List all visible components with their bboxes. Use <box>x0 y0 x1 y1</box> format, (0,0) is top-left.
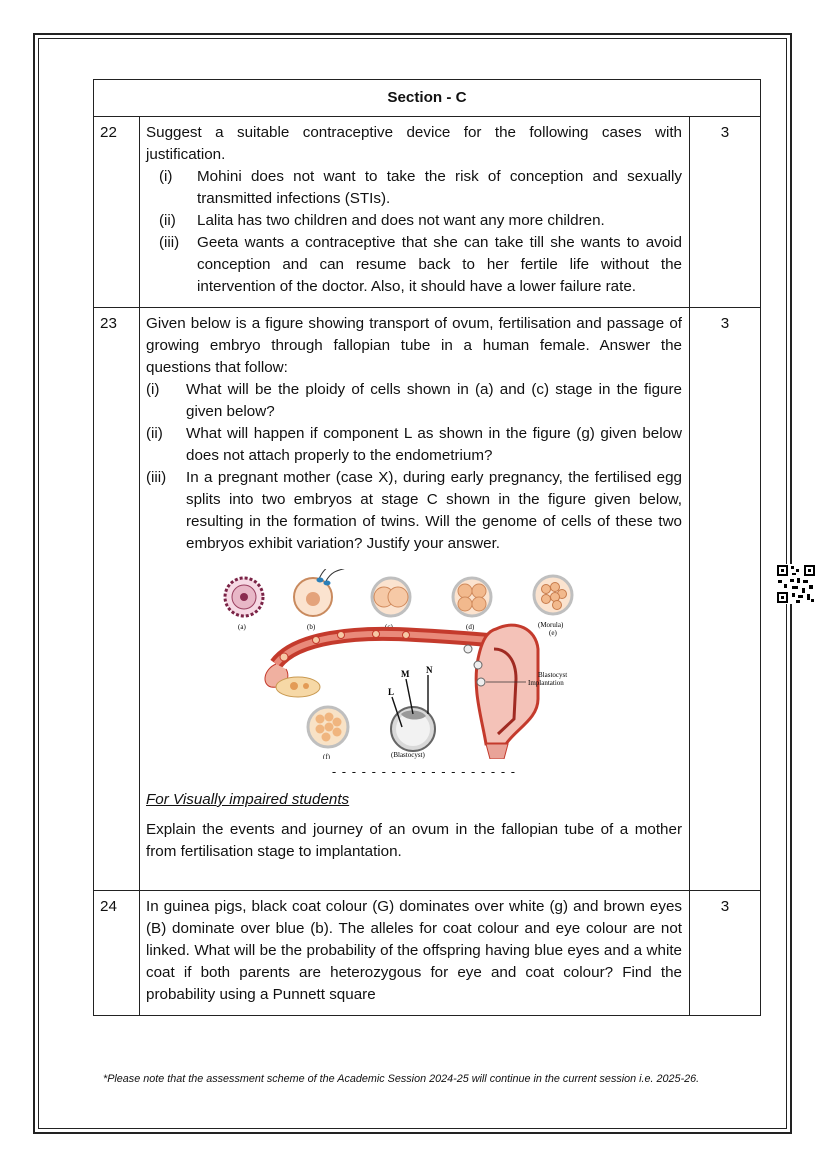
visually-impaired-question: Explain the events and journey of an ovum in the fallopian tube of a mother from fertilisation stage to implantation. <box>146 821 682 860</box>
label-M: M <box>401 669 410 679</box>
two-cell-stage-c <box>372 578 410 616</box>
question-body <box>140 117 690 308</box>
sub-question <box>146 166 682 210</box>
label-c: (c) <box>385 623 393 631</box>
sub-question <box>146 423 682 467</box>
question-marks: 3 <box>690 117 761 308</box>
divider: - - - - - - - - - - - - - - - - - - - <box>331 764 517 779</box>
sub-question-label: (i) <box>159 168 173 185</box>
sub-question-text: Lalita has two children and does not want any more children. <box>197 212 605 229</box>
label-N: N <box>426 665 433 675</box>
sub-question-label: (iii) <box>146 469 167 486</box>
visually-impaired-heading: For Visually impaired students <box>146 791 350 808</box>
morula-stage-e <box>534 576 572 614</box>
question-marks: 3 <box>690 891 761 1016</box>
label-blastocyst: (Blastocyst) <box>391 751 425 759</box>
sub-question-label: (i) <box>146 381 160 398</box>
question-stem: Suggest a suitable contraceptive device for the following cases with justification. <box>146 124 682 163</box>
label-e: (e) <box>549 629 557 637</box>
question-body <box>140 308 690 891</box>
sub-question <box>146 232 682 298</box>
label-blastocyst-implantation-1: Blastocyst <box>538 671 568 679</box>
label-b: (b) <box>307 623 316 631</box>
questions-table <box>93 79 761 1016</box>
section-title: Section - C <box>94 80 761 117</box>
sub-question <box>146 210 682 232</box>
label-a: (a) <box>238 623 246 631</box>
label-morula: (Morula) <box>538 621 564 629</box>
ovum-stage-a <box>225 578 263 616</box>
question-row-22 <box>94 117 761 308</box>
sub-question <box>146 379 682 423</box>
question-marks: 3 <box>690 308 761 891</box>
fertilisation-stage-b <box>294 569 354 616</box>
sub-question-text: What will happen if component L as shown in the figure (g) given below does not attach properly to the endometrium? <box>186 425 682 464</box>
sub-question-text: What will be the ploidy of cells shown in (a) and (c) stage in the figure given below? <box>186 381 682 420</box>
sub-question-label: (iii) <box>159 234 180 251</box>
footnote: *Please note that the assessment scheme of the Academic Session 2024-25 will continue in the current session i.e. 2025-26. <box>103 1073 700 1085</box>
fertilisation-diagram <box>216 569 616 759</box>
question-row-23 <box>94 308 761 891</box>
fertilisation-figure <box>216 569 616 759</box>
blastocyst-stage-g <box>391 675 435 751</box>
label-blastocyst-implantation-2: Implantation <box>528 679 564 687</box>
question-body <box>140 891 690 1016</box>
question-number: 22 <box>94 117 140 308</box>
qr-code <box>776 564 816 604</box>
sub-question <box>146 467 682 555</box>
question-row-24 <box>94 891 761 1016</box>
question-number: 24 <box>94 891 140 1016</box>
sub-question-text: Geeta wants a contraceptive that she can take till she wants to avoid conception and can resume back to her fertile life without the intervention of the doctor. Also, it should have a lower failure rate. <box>197 234 682 295</box>
label-f: (f) <box>323 753 330 759</box>
question-stem: Given below is a figure showing transport of ovum, fertilisation and passage of growing embryo through fallopian tube in a human female. Answer the questions that follow: <box>146 315 682 376</box>
label-L: L <box>388 687 395 697</box>
sub-question-text: In a pregnant mother (case X), during early pregnancy, the fertilised egg splits into two embryos at stage C shown in the figure given below, resulting in the formation of twins. Will the genome of cells of these two embryos exhibit variation? Justify your answer. <box>186 469 682 552</box>
sub-question-text: Mohini does not want to take the risk of conception and sexually transmitted infections (STIs). <box>197 168 682 207</box>
four-cell-stage-d <box>453 578 491 616</box>
sub-question-label: (ii) <box>159 212 176 229</box>
label-d: (d) <box>466 623 475 631</box>
morula-stage-f <box>308 707 348 747</box>
question-stem: In guinea pigs, black coat colour (G) dominates over white (g) and brown eyes (B) dominate over blue (b). The alleles for coat colour and eye colour are not linked. What will be the probability of the offspring having blue eyes and a white coat if both parents are heterozygous for eye and coat colour? Find the probability using a Punnett square <box>146 898 682 1003</box>
question-number: 23 <box>94 308 140 891</box>
sub-question-label: (ii) <box>146 425 163 442</box>
